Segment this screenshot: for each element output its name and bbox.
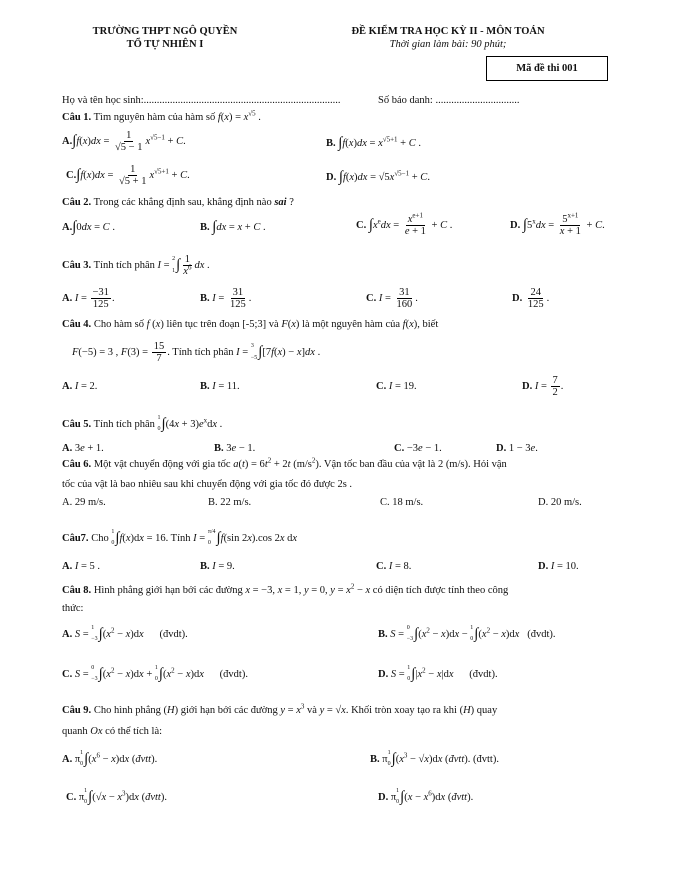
student-id-label: Số báo danh: (378, 95, 433, 106)
q7-option-c[interactable]: C. I = 8. (376, 561, 412, 572)
q1-option-c[interactable]: C.∫f(x)dx = $\frac{1}{√5 + 1}$ $x^{√5+1} + C$. (66, 164, 190, 188)
q8-option-b[interactable]: B. S = 0 −3 $\int(x^2 - x)dx$ − 1 0 $\int(x^2 - x)dx$ (đvdt). (378, 625, 556, 643)
student-name-line (62, 95, 341, 106)
q7-option-b[interactable]: B. I = 9. (200, 561, 235, 572)
question-6: Câu 6. Một vật chuyển động với gia tốc $a(t) = 6t^2 + 2t$ $(m/s^2)$. Vận tốc ban đầu của vật là 2 (m/s). Hỏi vận (62, 456, 507, 470)
q1-option-b[interactable]: B. $\int f(x)dx = x^{√5+1} + C$ . (326, 135, 421, 151)
q3-option-a[interactable]: A. I = $\frac{-31}{125}$ . (62, 287, 115, 311)
question-1: Câu 1. Tìm nguyên hàm của hàm số $f(x) = x^{√5}$ . (62, 109, 261, 123)
student-id-line (378, 95, 519, 106)
q3-option-d[interactable]: D. $\frac{24}{125}$ . (512, 287, 550, 311)
student-id-dots: ................................ (435, 95, 520, 106)
q9-option-c[interactable]: C. π 1 0 $\int(√x - x^3)dx$ (đvtt). (66, 788, 167, 806)
q5-option-b[interactable]: B. 3e − 1. (214, 443, 256, 454)
q4-option-d[interactable]: D. I = $\frac{7}{2}$ . (522, 375, 564, 399)
question-6-cont: tốc của vật là bao nhiêu sau khi chuyển động với gia tốc đó được 2s . (62, 479, 353, 490)
q7-option-a[interactable]: A. I = 5 . (62, 561, 101, 572)
question-5: Câu 5. Tính tích phân 1 0 $\int(4x + 3)e^xdx$ . (62, 415, 223, 433)
q7-option-d[interactable]: D. I = 10. (538, 561, 579, 572)
q8-option-a[interactable]: A. S = 1 −3 $\int(x^2 - x)dx$ (đvdt). (62, 625, 188, 643)
student-name-dots: ........................................................................... (143, 95, 341, 106)
question-9: Câu 9. Cho hình phẳng (H) giới hạn bởi các đường $y = x^3$ và y = √x. Khối tròn xoay tạo ra khi (H) quay (62, 702, 498, 716)
q3-option-b[interactable]: B. I = $\frac{31}{125}$ . (200, 287, 252, 311)
q6-option-a[interactable]: A. 29 m/s. (62, 497, 106, 508)
question-2: Câu 2. Trong các khẳng định sau, khẳng định nào sai ? (62, 197, 294, 208)
question-8-cont: thức: (62, 603, 84, 614)
q2-option-b[interactable]: B. ∫dx = x + C . (200, 219, 266, 235)
q2-emphasis: sai (274, 197, 287, 208)
exam-code-box (486, 56, 608, 81)
q5-option-d[interactable]: D. 1 − 3e. (496, 443, 538, 454)
exam-code: Mã đề thi 001 (516, 63, 578, 74)
q2-option-a[interactable]: A.∫0dx = C . (62, 219, 115, 235)
q1-option-d[interactable]: D. $\int f(x)dx = √5x^{√5-1} + C$. (326, 169, 430, 185)
q1-label: Câu 1. (62, 112, 92, 123)
q9-option-a[interactable]: A. π 1 0 $\int(x^6 - x)dx$ (đvtt). (62, 750, 158, 768)
student-name-label: Họ và tên học sinh: (62, 95, 144, 106)
q4-option-b[interactable]: B. I = 11. (200, 381, 240, 392)
department-name: TỔ TỰ NHIÊN I (126, 39, 204, 50)
q9-option-b[interactable]: B. π 1 0 $\int(x^3 - √x)dx$ (đvtt). (đvtt). (370, 750, 499, 768)
q4-option-a[interactable]: A. I = 2. (62, 381, 98, 392)
q1-text: Tìm nguyên hàm của hàm số (93, 112, 216, 123)
q5-option-c[interactable]: C. −3e − 1. (394, 443, 442, 454)
exam-title: ĐỀ KIỂM TRA HỌC KỲ II - MÔN TOÁN (351, 26, 545, 37)
exam-time: Thời gian làm bài: 90 phút; (389, 39, 507, 50)
q3-option-c[interactable]: C. I = $\frac{31}{160}$ . (366, 287, 418, 311)
q6-option-b[interactable]: B. 22 m/s. (208, 497, 252, 508)
question-4-cont: F(−5) = 3 , F(3) = $\frac{15}{7}$ . Tính tích phân I = 3 −5 ∫[7f(x) − x]dx . (72, 341, 321, 365)
q9-option-d[interactable]: D. π 1 0 $\int(x - x^6)dx$ (đvtt). (378, 788, 474, 806)
q4-option-c[interactable]: C. I = 19. (376, 381, 417, 392)
q2-option-c[interactable]: C. $\int x^edx$ = $\frac{x^{e+1}}{e + 1}$ + C . (356, 211, 453, 238)
q8-option-d[interactable]: D. S = 1 0 $\int|x^2 - x|dx$ (đvdt). (378, 665, 498, 683)
school-name: TRƯỜNG THPT NGÔ QUYỀN (92, 26, 238, 37)
question-4: Câu 4. Cho hàm số f (x) liên tục trên đoạn [-5;3] và F(x) là một nguyên hàm của f(x), biết (62, 319, 439, 330)
question-3: Câu 3. Tính tích phân I = 2 1 ∫ $\frac{1}{x^6}$ dx . (62, 254, 210, 278)
q2-option-d[interactable]: D. $\int 5^xdx$ = $\frac{5^{x+1}}{x + 1}$ + C. (510, 211, 605, 238)
question-8: Câu 8. Hình phẳng giới hạn bởi các đường x = −3, x = 1, y = 0, $y = x^2 - x$ có diện tích được tính theo công (62, 582, 509, 596)
question-9-cont: quanh Ox có thể tích là: (62, 726, 163, 737)
q6-option-c[interactable]: C. 18 m/s. (380, 497, 424, 508)
q6-option-d[interactable]: D. 20 m/s. (538, 497, 582, 508)
question-7: Câu7. Cho 1 0 ∫f(x)dx = 16. Tính I = π/4 0 ∫f(sin 2x).cos 2x dx (62, 529, 298, 547)
q5-option-a[interactable]: A. 3e + 1. (62, 443, 104, 454)
q1-option-a[interactable]: A.∫f(x)dx = $\frac{1}{√5 - 1}$ $x^{√5-1} + C$. (62, 130, 186, 154)
q8-option-c[interactable]: C. S = 0 −3 $\int(x^2 - x)dx$ + 1 0 $\int(x^2 - x)dx$ (đvdt). (62, 665, 248, 683)
